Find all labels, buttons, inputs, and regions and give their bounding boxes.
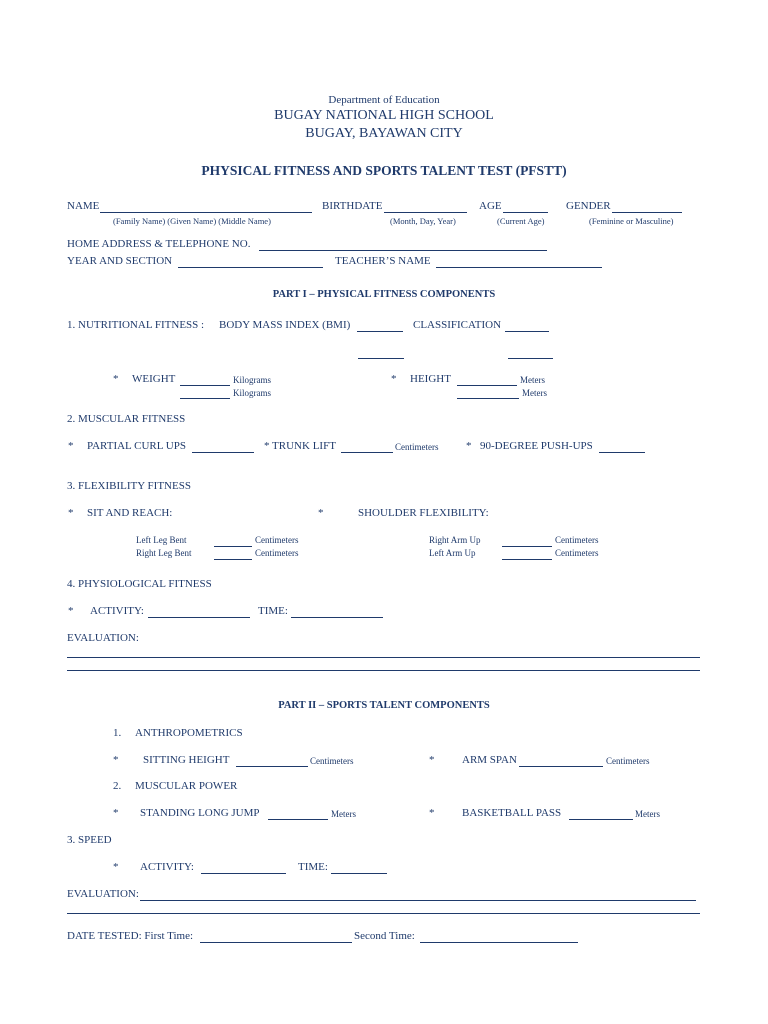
curl-ups-bullet: * bbox=[68, 440, 74, 452]
sitting-height-bullet: * bbox=[113, 754, 119, 766]
weight-line[interactable] bbox=[180, 385, 230, 386]
department-label: Department of Education bbox=[328, 94, 440, 106]
birthdate-line[interactable] bbox=[384, 212, 467, 213]
weight-line-2[interactable] bbox=[180, 398, 230, 399]
flexibility-label: 3. FLEXIBILITY FITNESS bbox=[67, 480, 191, 492]
bmi-line-2[interactable] bbox=[358, 358, 404, 359]
basketball-line[interactable] bbox=[569, 819, 633, 820]
part2-evaluation-label: EVALUATION: bbox=[67, 888, 139, 900]
address-label: HOME ADDRESS & TELEPHONE NO. bbox=[67, 238, 251, 250]
evaluation-line-2[interactable] bbox=[67, 670, 700, 671]
first-time-line[interactable] bbox=[200, 942, 352, 943]
shoulder-label: SHOULDER FLEXIBILITY: bbox=[358, 507, 489, 519]
age-label: AGE bbox=[479, 200, 502, 212]
shoulder-bullet: * bbox=[318, 507, 324, 519]
school-name: BUGAY NATIONAL HIGH SCHOOL bbox=[274, 108, 494, 123]
curl-ups-line[interactable] bbox=[192, 452, 254, 453]
date-tested-label: DATE TESTED: First Time: bbox=[67, 930, 194, 942]
long-jump-line[interactable] bbox=[268, 819, 328, 820]
weight-unit-2: Kilograms bbox=[233, 388, 271, 398]
sitting-height-unit: Centimeters bbox=[310, 756, 354, 766]
anthropometrics-label: ANTHROPOMETRICS bbox=[135, 727, 243, 739]
left-arm-label: Left Arm Up bbox=[429, 548, 476, 558]
sitting-height-label: SITTING HEIGHT bbox=[143, 754, 230, 766]
weight-label: WEIGHT bbox=[132, 373, 176, 385]
left-leg-unit: Centimeters bbox=[255, 535, 299, 545]
right-arm-label: Right Arm Up bbox=[429, 535, 481, 545]
year-section-label: YEAR AND SECTION bbox=[67, 255, 173, 267]
age-hint: (Current Age) bbox=[497, 216, 545, 226]
weight-unit: Kilograms bbox=[233, 375, 271, 385]
evaluation-label: EVALUATION: bbox=[67, 632, 139, 644]
speed-label: 3. SPEED bbox=[67, 834, 112, 846]
long-jump-label: STANDING LONG JUMP bbox=[140, 807, 260, 819]
part2-heading: PART II – SPORTS TALENT COMPONENTS bbox=[278, 700, 490, 711]
long-jump-unit: Meters bbox=[331, 809, 356, 819]
sit-reach-label: SIT AND REACH: bbox=[87, 507, 173, 519]
height-line[interactable] bbox=[457, 385, 517, 386]
basketball-unit: Meters bbox=[635, 809, 660, 819]
long-jump-bullet: * bbox=[113, 807, 119, 819]
right-arm-unit: Centimeters bbox=[555, 535, 599, 545]
left-leg-label: Left Leg Bent bbox=[136, 535, 187, 545]
height-line-2[interactable] bbox=[457, 398, 519, 399]
height-unit-2: Meters bbox=[522, 388, 547, 398]
teacher-label: TEACHER’S NAME bbox=[335, 255, 431, 267]
address-line[interactable] bbox=[259, 250, 547, 251]
activity-label: ACTIVITY: bbox=[90, 605, 144, 617]
arm-span-line[interactable] bbox=[519, 766, 603, 767]
sit-reach-bullet: * bbox=[68, 507, 74, 519]
muscular-power-label: MUSCULAR POWER bbox=[135, 780, 238, 792]
arm-span-bullet: * bbox=[429, 754, 435, 766]
classification-line-2[interactable] bbox=[508, 358, 553, 359]
age-line[interactable] bbox=[503, 212, 548, 213]
curl-ups-label: PARTIAL CURL UPS bbox=[87, 440, 186, 452]
sitting-height-line[interactable] bbox=[236, 766, 308, 767]
right-leg-line[interactable] bbox=[214, 559, 252, 560]
muscular-label: 2. MUSCULAR FITNESS bbox=[67, 413, 186, 425]
time-line[interactable] bbox=[291, 617, 383, 618]
right-leg-label: Right Leg Bent bbox=[136, 548, 192, 558]
birthdate-label: BIRTHDATE bbox=[322, 200, 383, 212]
name-hint: (Family Name) (Given Name) (Middle Name) bbox=[113, 216, 271, 226]
classification-line[interactable] bbox=[505, 331, 549, 332]
arm-span-unit: Centimeters bbox=[606, 756, 650, 766]
height-unit: Meters bbox=[520, 375, 545, 385]
bmi-label: BODY MASS INDEX (BMI) bbox=[219, 319, 351, 331]
speed-time-label: TIME: bbox=[298, 861, 328, 873]
left-arm-unit: Centimeters bbox=[555, 548, 599, 558]
gender-label: GENDER bbox=[566, 200, 611, 212]
name-label: NAME bbox=[67, 200, 100, 212]
part2-evaluation-line-1[interactable] bbox=[140, 900, 696, 901]
school-city: BUGAY, BAYAWAN CITY bbox=[305, 126, 463, 141]
second-time-label: Second Time: bbox=[354, 930, 415, 942]
speed-activity-label: ACTIVITY: bbox=[140, 861, 194, 873]
activity-line[interactable] bbox=[148, 617, 250, 618]
arm-span-label: ARM SPAN bbox=[462, 754, 517, 766]
physiological-label: 4. PHYSIOLOGICAL FITNESS bbox=[67, 578, 212, 590]
speed-time-line[interactable] bbox=[331, 873, 387, 874]
year-section-line[interactable] bbox=[178, 267, 323, 268]
height-bullet: * bbox=[391, 373, 397, 385]
nutritional-label: 1. NUTRITIONAL FITNESS : bbox=[67, 319, 205, 331]
basketball-label: BASKETBALL PASS bbox=[462, 807, 562, 819]
left-arm-line[interactable] bbox=[502, 559, 552, 560]
part2-evaluation-line-2[interactable] bbox=[67, 913, 700, 914]
trunk-lift-label: * TRUNK LIFT bbox=[264, 440, 336, 452]
classification-label: CLASSIFICATION bbox=[413, 319, 502, 331]
right-arm-line[interactable] bbox=[502, 546, 552, 547]
time-label: TIME: bbox=[258, 605, 288, 617]
push-ups-bullet: * bbox=[466, 440, 472, 452]
evaluation-line-1[interactable] bbox=[67, 657, 700, 658]
speed-activity-line[interactable] bbox=[201, 873, 286, 874]
second-time-line[interactable] bbox=[420, 942, 578, 943]
form-title: PHYSICAL FITNESS AND SPORTS TALENT TEST (PFSTT) bbox=[201, 163, 567, 178]
right-leg-unit: Centimeters bbox=[255, 548, 299, 558]
height-label: HEIGHT bbox=[410, 373, 451, 385]
activity-bullet: * bbox=[68, 605, 74, 617]
gender-hint: (Feminine or Masculine) bbox=[589, 216, 674, 226]
trunk-lift-unit: Centimeters bbox=[395, 442, 439, 452]
birthdate-hint: (Month, Day, Year) bbox=[390, 216, 456, 226]
gender-line[interactable] bbox=[612, 212, 682, 213]
name-line[interactable] bbox=[100, 212, 312, 213]
trunk-lift-line[interactable] bbox=[341, 452, 393, 453]
teacher-line[interactable] bbox=[436, 267, 602, 268]
basketball-bullet: * bbox=[429, 807, 435, 819]
speed-activity-bullet: * bbox=[113, 861, 119, 873]
part1-heading: PART I – PHYSICAL FITNESS COMPONENTS bbox=[272, 289, 496, 300]
push-ups-line[interactable] bbox=[599, 452, 645, 453]
weight-bullet: * bbox=[113, 373, 119, 385]
anthropometrics-number: 1. bbox=[113, 727, 122, 739]
muscular-power-number: 2. bbox=[113, 780, 122, 792]
left-leg-line[interactable] bbox=[214, 546, 252, 547]
bmi-line[interactable] bbox=[357, 331, 403, 332]
push-ups-label: 90-DEGREE PUSH-UPS bbox=[480, 440, 593, 452]
